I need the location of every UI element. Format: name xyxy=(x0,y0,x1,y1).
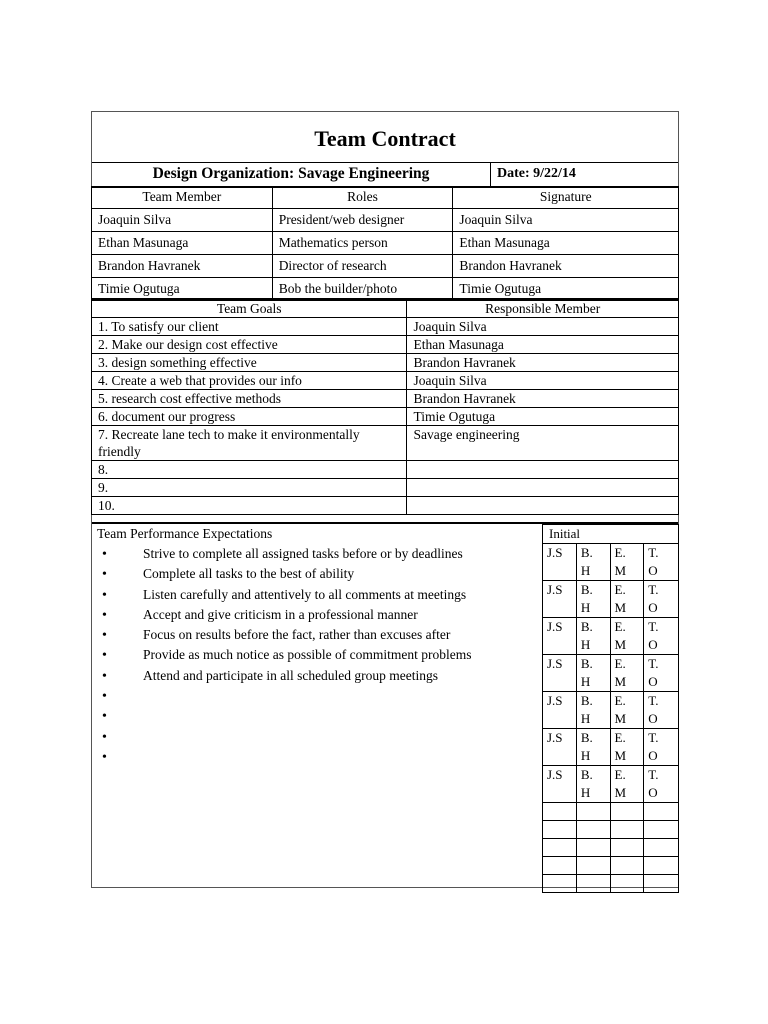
member-name: Ethan Masunaga xyxy=(92,232,273,255)
initials-blank-cell xyxy=(576,821,610,839)
performance-heading: Team Performance Expectations xyxy=(97,526,273,541)
expectation-item xyxy=(102,544,471,564)
team-contract-document xyxy=(91,111,679,888)
expectation-item xyxy=(102,706,471,726)
goal-responsible-member xyxy=(407,461,679,479)
goal-responsible-member: Brandon Havranek xyxy=(407,390,679,408)
initials-heading: Initial xyxy=(543,525,679,544)
goal-row xyxy=(92,372,679,390)
member-signature: Ethan Masunaga xyxy=(453,232,679,255)
goal-text: 9. xyxy=(92,479,407,497)
initials-cell: B. H xyxy=(576,766,610,803)
bullet-icon: • xyxy=(102,628,107,644)
goal-row xyxy=(92,408,679,426)
initials-cell: E. M xyxy=(610,692,644,729)
expectation-item xyxy=(102,727,471,747)
bullet-icon: • xyxy=(102,587,107,603)
member-row xyxy=(92,255,679,278)
member-name: Timie Ogutuga xyxy=(92,278,273,301)
initials-row xyxy=(543,655,679,692)
title-row xyxy=(92,112,678,163)
goal-responsible-member xyxy=(407,479,679,497)
goal-text: 3. design something effective xyxy=(92,354,407,372)
initials-cell: B. H xyxy=(576,692,610,729)
initials-cell: T. O xyxy=(644,692,679,729)
initials-cell: T. O xyxy=(644,766,679,803)
member-signature: Joaquin Silva xyxy=(453,209,679,232)
member-role: President/web designer xyxy=(272,209,453,232)
goal-responsible-member xyxy=(407,497,679,515)
initials-cell: E. M xyxy=(610,655,644,692)
bullet-icon: • xyxy=(102,547,107,562)
goal-responsible-member: Savage engineering xyxy=(407,426,679,461)
goal-text: 5. research cost effective methods xyxy=(92,390,407,408)
initials-cell: J.S xyxy=(543,581,577,618)
expectation-text: Attend and participate in all scheduled group meetings xyxy=(143,667,439,683)
header-signature: Signature xyxy=(453,187,679,209)
initials-blank-row xyxy=(543,839,679,857)
initials-cell: J.S xyxy=(543,692,577,729)
member-row xyxy=(92,209,679,232)
header-team-goals: Team Goals xyxy=(92,299,407,318)
initials-blank-cell xyxy=(543,821,577,839)
expectation-item xyxy=(102,666,471,686)
expectation-item xyxy=(102,625,471,645)
initials-blank-cell xyxy=(644,821,679,839)
expectation-text: Strive to complete all assigned tasks before or by deadlines xyxy=(143,546,463,561)
initials-blank-row xyxy=(543,857,679,875)
initials-blank-cell xyxy=(543,839,577,857)
expectation-text: Provide as much notice as possible of commitment problems xyxy=(143,647,472,663)
expectation-text: Focus on results before the fact, rather than excuses after xyxy=(143,627,451,643)
initials-blank-cell xyxy=(610,839,644,857)
contract-date: Date: 9/22/14 xyxy=(497,166,576,181)
initials-row xyxy=(543,766,679,803)
initials-blank-cell xyxy=(543,875,577,893)
goal-row xyxy=(92,390,679,408)
goal-row xyxy=(92,354,679,372)
initials-cell: E. M xyxy=(610,729,644,766)
member-signature: Brandon Havranek xyxy=(453,255,679,278)
goal-text: 1. To satisfy our client xyxy=(92,318,407,336)
initials-row xyxy=(543,618,679,655)
goal-text: 10. xyxy=(92,497,407,515)
goal-responsible-member: Timie Ogutuga xyxy=(407,408,679,426)
initials-cell: B. H xyxy=(576,729,610,766)
expectation-item xyxy=(102,605,471,625)
initials-blank-cell xyxy=(543,803,577,821)
initials-cell: T. O xyxy=(644,544,679,581)
bullet-icon: • xyxy=(102,709,107,725)
initials-blank-row xyxy=(543,821,679,839)
goal-row xyxy=(92,426,679,461)
bullet-icon: • xyxy=(102,729,107,745)
goal-responsible-member: Joaquin Silva xyxy=(407,372,679,390)
initials-cell: J.S xyxy=(543,729,577,766)
expectation-item xyxy=(102,645,471,665)
goal-row xyxy=(92,318,679,336)
initials-cell: E. M xyxy=(610,581,644,618)
bullet-icon: • xyxy=(102,648,107,664)
initials-blank-cell xyxy=(644,875,679,893)
initials-blank-cell xyxy=(610,803,644,821)
initials-row xyxy=(543,544,679,581)
initials-cell: B. H xyxy=(576,581,610,618)
goal-text: 8. xyxy=(92,461,407,479)
member-role: Mathematics person xyxy=(272,232,453,255)
header-roles: Roles xyxy=(272,187,453,209)
initials-cell: B. H xyxy=(576,618,610,655)
initials-blank-cell xyxy=(644,803,679,821)
member-role: Director of research xyxy=(272,255,453,278)
initials-cell: T. O xyxy=(644,655,679,692)
initials-blank-row xyxy=(543,803,679,821)
initials-cell: J.S xyxy=(543,618,577,655)
goal-responsible-member: Joaquin Silva xyxy=(407,318,679,336)
bullet-icon: • xyxy=(102,668,107,684)
header-team-member: Team Member xyxy=(92,187,273,209)
bullet-icon: • xyxy=(102,607,107,623)
initials-cell: T. O xyxy=(644,729,679,766)
member-row xyxy=(92,232,679,255)
initials-blank-cell xyxy=(576,803,610,821)
goal-text: 2. Make our design cost effective xyxy=(92,336,407,354)
initials-blank-cell xyxy=(576,839,610,857)
document-title: Team Contract xyxy=(314,126,456,151)
initials-blank-row xyxy=(543,875,679,893)
initials-cell: B. H xyxy=(576,544,610,581)
member-name: Joaquin Silva xyxy=(92,209,273,232)
performance-section xyxy=(92,522,678,890)
organization-row xyxy=(92,162,678,188)
member-signature: Timie Ogutuga xyxy=(453,278,679,301)
initials-cell: T. O xyxy=(644,581,679,618)
initials-cell: E. M xyxy=(610,766,644,803)
goal-responsible-member: Brandon Havranek xyxy=(407,354,679,372)
initials-blank-cell xyxy=(610,857,644,875)
expectation-item xyxy=(102,747,471,767)
initials-blank-cell xyxy=(610,875,644,893)
initials-cell: J.S xyxy=(543,766,577,803)
goal-text: 6. document our progress xyxy=(92,408,407,426)
initials-cell: J.S xyxy=(543,544,577,581)
initials-blank-cell xyxy=(644,839,679,857)
goals-table xyxy=(91,298,679,515)
initials-cell: E. M xyxy=(610,618,644,655)
initials-cell: T. O xyxy=(644,618,679,655)
goal-text: 4. Create a web that provides our info xyxy=(92,372,407,390)
member-role: Bob the builder/photo xyxy=(272,278,453,301)
initials-row xyxy=(543,581,679,618)
bullet-icon: • xyxy=(102,749,107,765)
initials-row xyxy=(543,729,679,766)
goal-row xyxy=(92,461,679,479)
expectation-text: Complete all tasks to the best of ability xyxy=(143,566,355,582)
expectation-item xyxy=(102,564,471,584)
expectation-text: Listen carefully and attentively to all comments at meetings xyxy=(143,586,467,602)
members-table xyxy=(91,186,679,301)
bullet-icon: • xyxy=(102,567,107,583)
expectations-list xyxy=(102,544,471,767)
member-name: Brandon Havranek xyxy=(92,255,273,278)
initials-blank-cell xyxy=(610,821,644,839)
expectation-text: Accept and give criticism in a professional manner xyxy=(143,606,418,622)
initials-cell: E. M xyxy=(610,544,644,581)
initials-row xyxy=(543,692,679,729)
initials-blank-cell xyxy=(576,857,610,875)
goal-row xyxy=(92,336,679,354)
initials-cell: B. H xyxy=(576,655,610,692)
initials-table xyxy=(542,524,679,893)
goal-responsible-member: Ethan Masunaga xyxy=(407,336,679,354)
initials-blank-cell xyxy=(576,875,610,893)
goal-text: 7. Recreate lane tech to make it environmentally friendly xyxy=(92,426,407,461)
organization-name: Design Organization: Savage Engineering xyxy=(92,162,491,186)
initials-blank-cell xyxy=(543,857,577,875)
goal-row xyxy=(92,479,679,497)
initials-blank-cell xyxy=(644,857,679,875)
expectation-item xyxy=(102,585,471,605)
header-responsible-member: Responsible Member xyxy=(407,299,679,318)
initials-cell: J.S xyxy=(543,655,577,692)
expectation-item xyxy=(102,686,471,706)
bullet-icon: • xyxy=(102,689,107,705)
goal-row xyxy=(92,497,679,515)
